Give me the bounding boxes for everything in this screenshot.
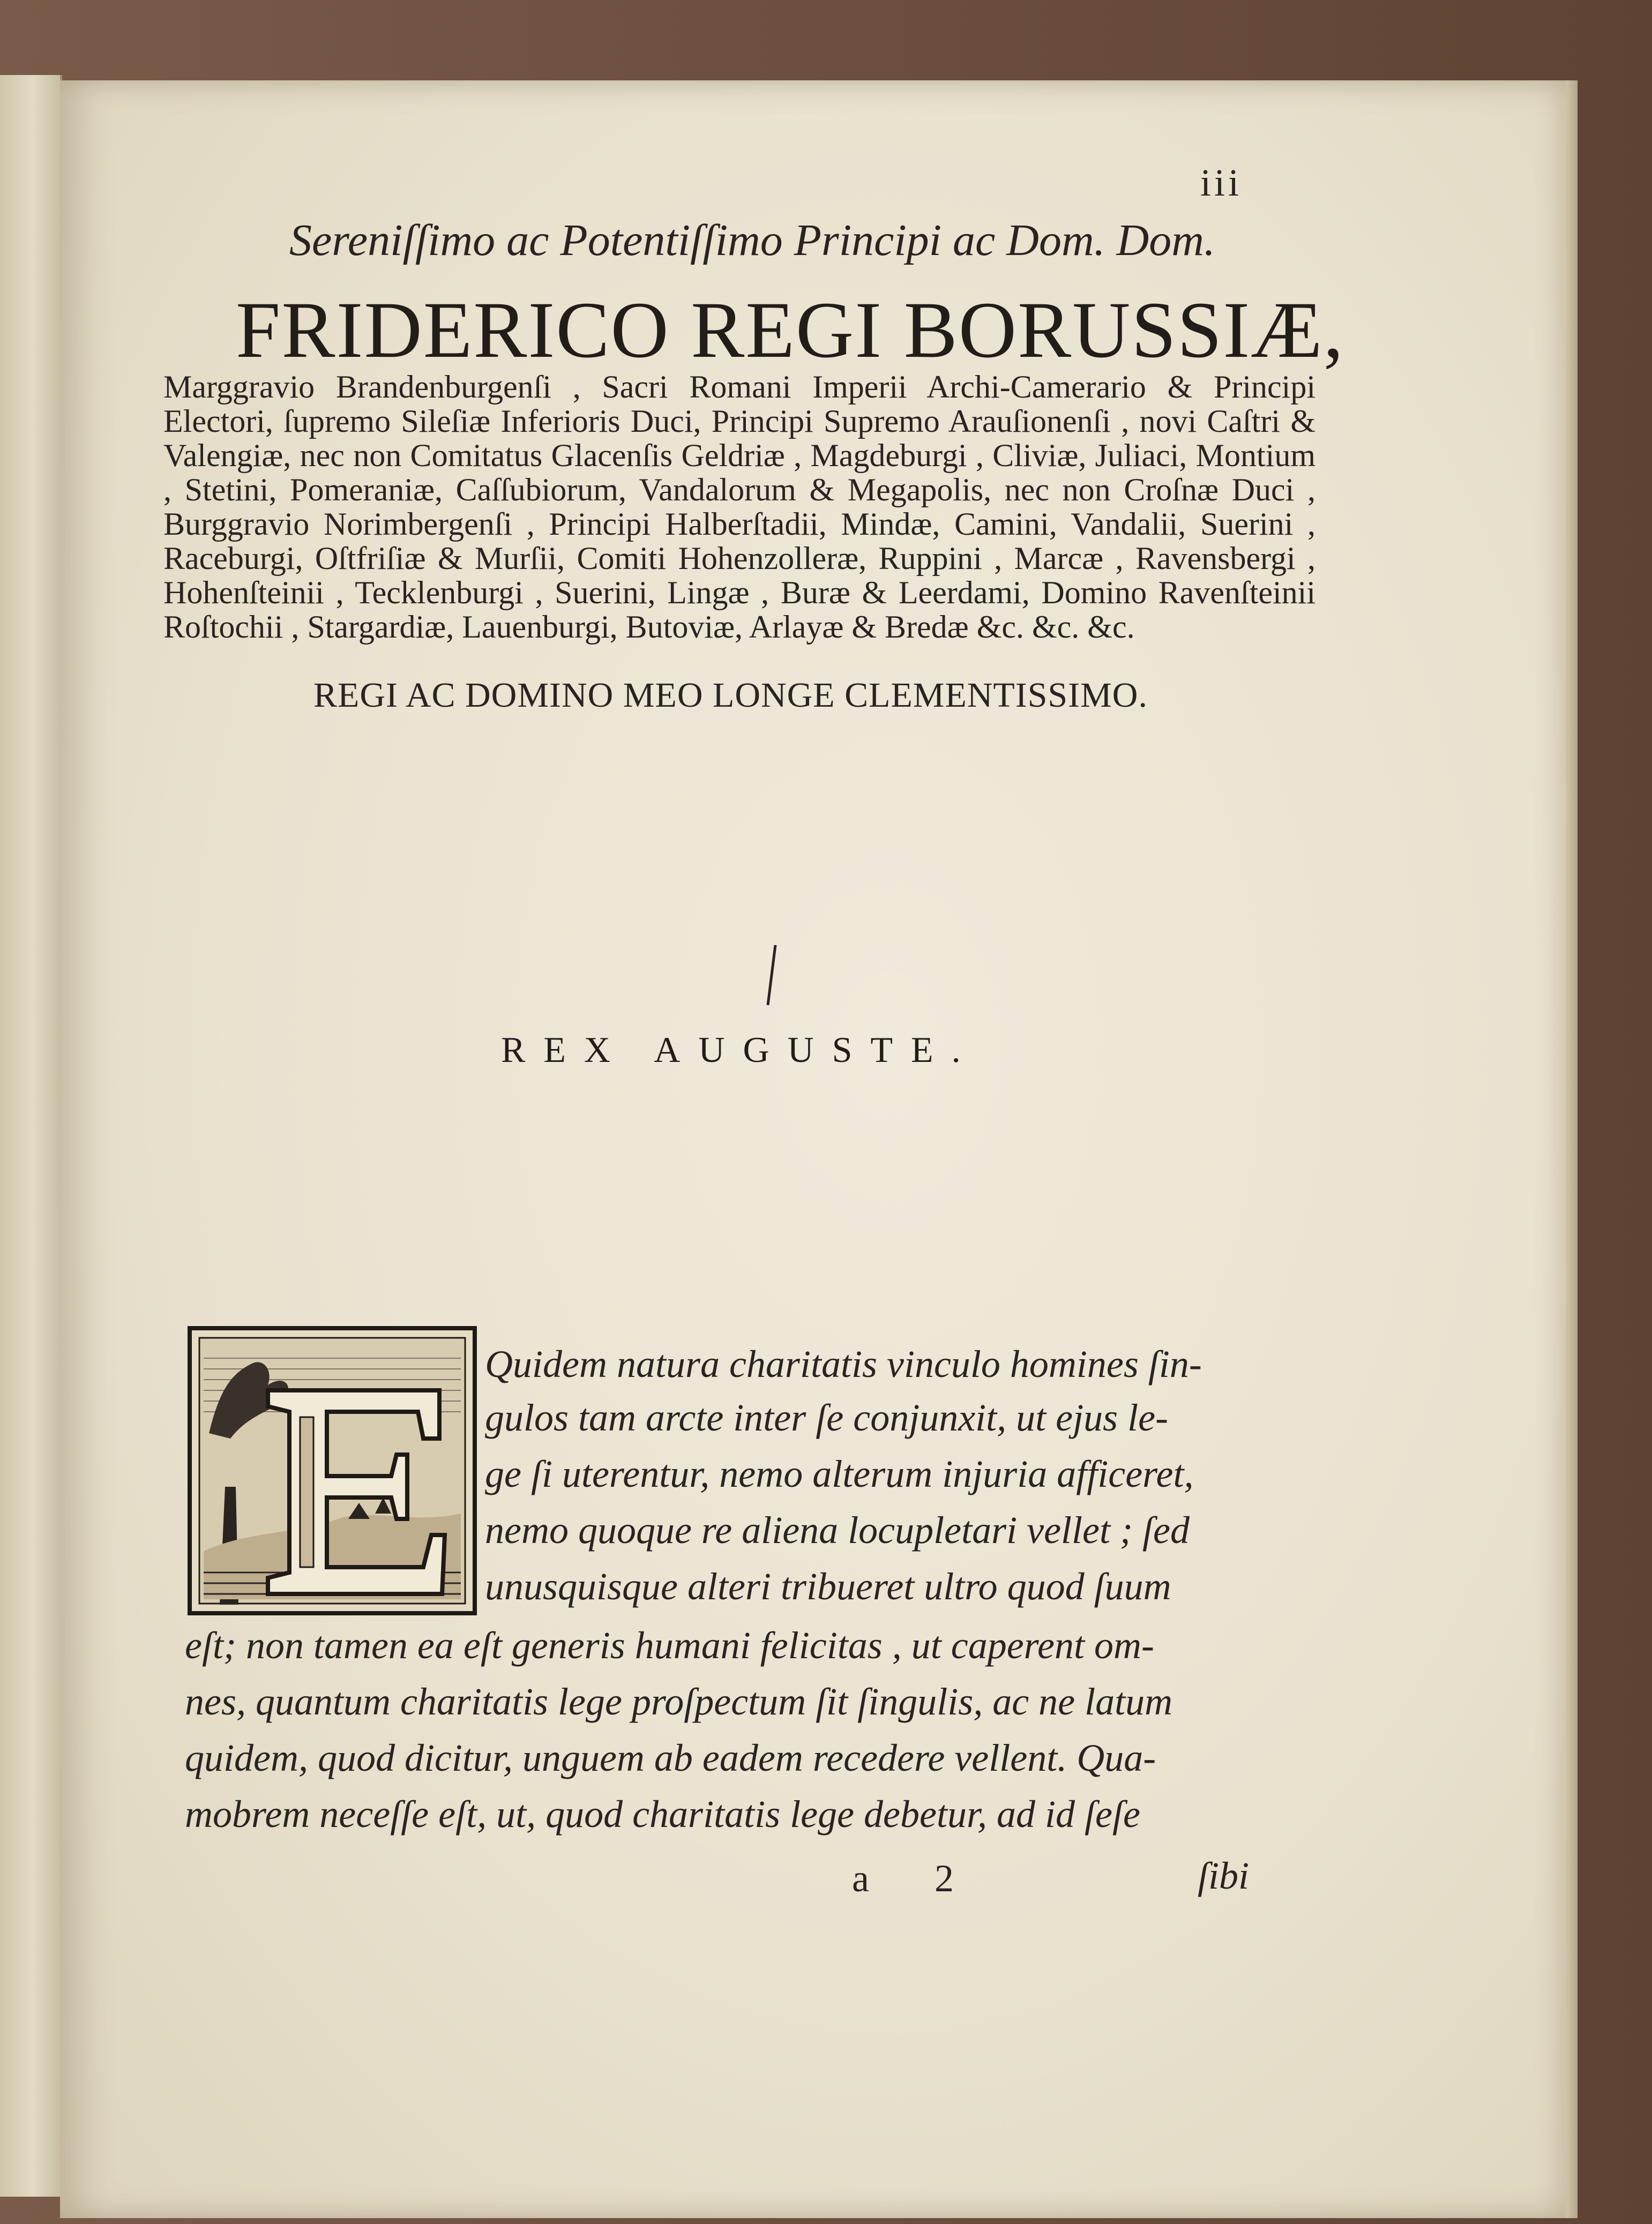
body-text-line: Quidem natura charitatis vinculo homines ſin- (485, 1343, 1202, 1386)
dedication-line: Sereniſſimo ac Potentiſſimo Principi ac Dom. Dom. (289, 215, 1215, 265)
dedication-subtitle: REGI AC DOMINO MEO LONGE CLEMENTISSIMO. (313, 676, 1148, 715)
previous-page-edge (0, 75, 62, 2197)
body-text-line: nes, quantum charitatis lege proſpectum ſit ſingulis, ac ne latum (185, 1680, 1173, 1723)
salutation-heading: REX AUGUSTE. (501, 1029, 979, 1070)
woodcut-initial-icon (188, 1326, 477, 1615)
body-text-line: nemo quoque re aliena locupletari vellet ; ſed (485, 1509, 1190, 1552)
body-text-line: gulos tam arcte inter ſe conjunxit, ut ejus le- (485, 1396, 1169, 1439)
page-number: iii (1200, 161, 1243, 204)
king-name-heading: FRIDERICO REGI BORUSSIÆ, (236, 286, 1345, 375)
decorated-initial (188, 1326, 477, 1615)
royal-titles-paragraph: Marggravio Brandenburgenſi , Sacri Romani Imperii Archi-Camerario & Principi Electori, ſupremo Sileſiæ Inferioris Duci, Principi Supremo Arauſionenſi , novi Caſtri & Valengiæ, nec non Comitatus Glacenſis Geldriæ , Magdeburgi , Cliviæ, Juliaci, Montium , Stetini, Pomeraniæ, Caſſubiorum, Vandalorum & Megapolis, nec non Croſnæ Duci , Burggravio Norimbergenſi , Principi Halberſtadii, Mindæ, Camini, Vandalii, Suerini , Raceburgi, Oſtfriſiæ & Murſii, Comiti Hohenzolleræ, Ruppini , Marcæ , Ravensbergi , Hohenſteinii , Tecklenburgi , Suerini, Lingæ , Buræ & Leerdami, Domino Ravenſteinii Roſtochii , Stargardiæ, Lauenburgi, Butoviæ, Arlayæ & Bredæ &c. &c. &c. (163, 369, 1315, 645)
signature-mark: a 2 (852, 1857, 982, 1900)
body-text-line: mobrem neceſſe eſt, ut, quod charitatis lege debetur, ad id ſeſe (185, 1793, 1140, 1836)
body-text-line: eſt; non tamen ea eſt generis humani felicitas , ut caperent om- (185, 1624, 1154, 1667)
body-text-line: unusquisque alteri tribueret ultro quod ſuum (485, 1565, 1171, 1608)
catchword: ſibi (1198, 1854, 1250, 1897)
body-text-line: quidem, quod dicitur, unguem ab eadem recedere vellent. Qua- (185, 1736, 1156, 1779)
page-fore-edge (1566, 80, 1578, 2218)
body-text-line: ge ſi uterentur, nemo alterum injuria afficeret, (485, 1452, 1194, 1495)
ink-stroke-mark (764, 943, 780, 1007)
